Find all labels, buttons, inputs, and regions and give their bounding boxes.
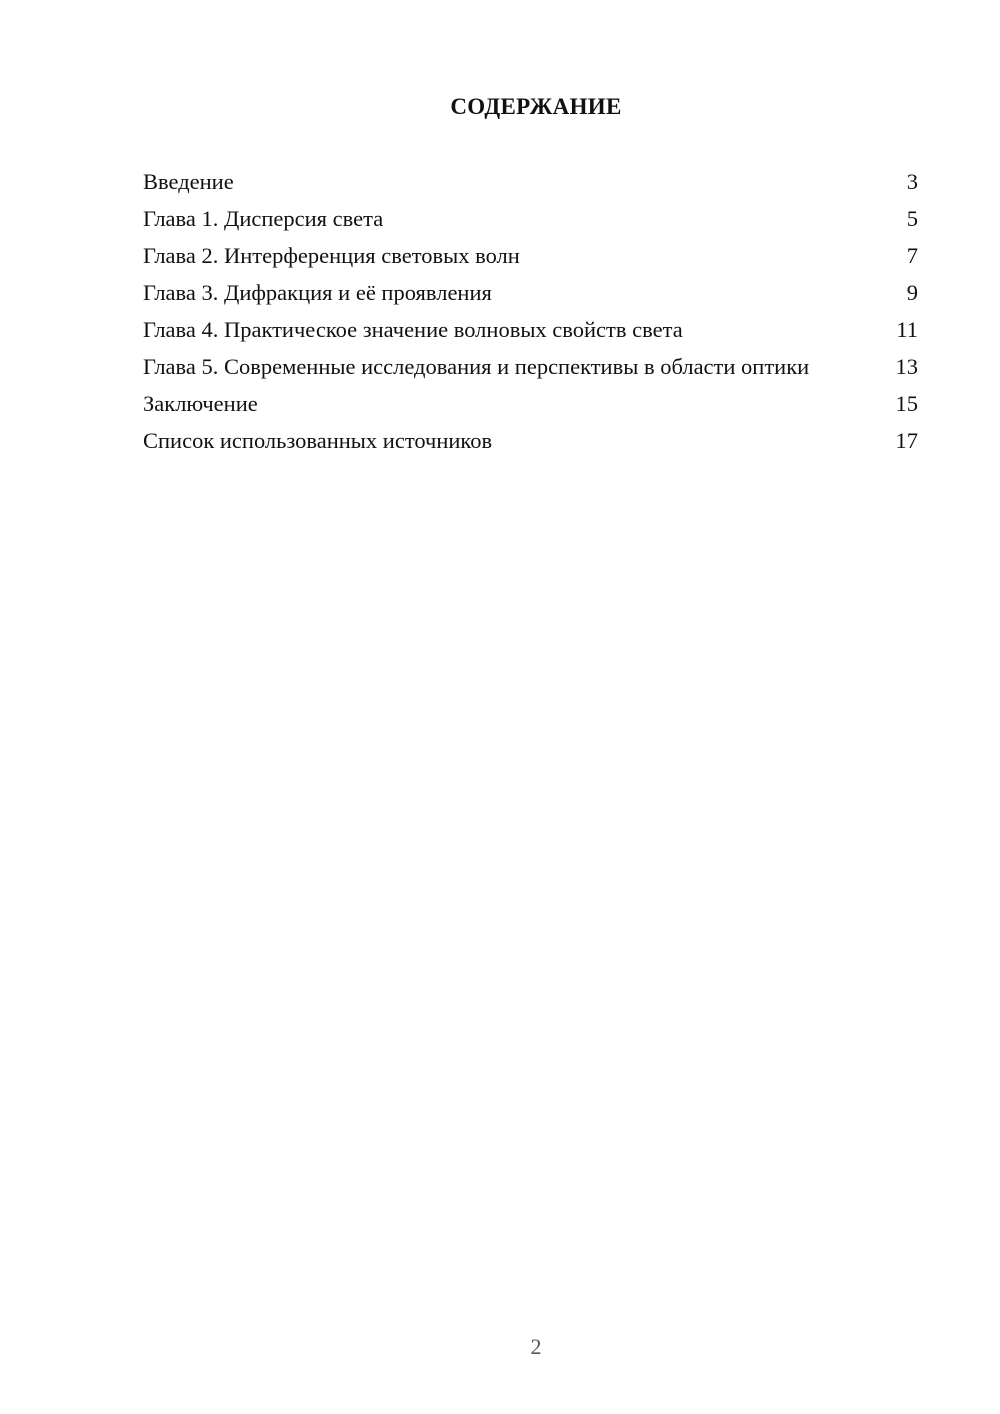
- toc-entry-references[interactable]: [143, 427, 918, 454]
- page-number: 2: [530, 1334, 542, 1359]
- toc-entry-label: Список использованных источников: [143, 428, 493, 453]
- toc-entry-chapter-5[interactable]: [143, 353, 918, 380]
- toc-entry-label: Глава 1. Дисперсия света: [143, 206, 384, 231]
- toc-entry-label: Введение: [143, 169, 234, 194]
- toc-entry-page: 3: [906, 169, 918, 194]
- toc-entry-page: 17: [895, 428, 918, 453]
- toc-entry-label: Заключение: [143, 391, 258, 416]
- toc-title: СОДЕРЖАНИЕ: [450, 94, 622, 119]
- toc-entry-chapter-4[interactable]: [143, 316, 918, 343]
- toc-entry-page: 5: [906, 206, 918, 231]
- toc-entry-page: 13: [895, 354, 918, 379]
- toc-entry-chapter-2[interactable]: [143, 242, 918, 269]
- toc-entry-chapter-1[interactable]: [143, 205, 918, 232]
- toc-entry-label: Глава 5. Современные исследования и перспективы в области оптики: [143, 354, 810, 379]
- toc-entry-page: 11: [896, 317, 918, 342]
- toc-entry-page: 9: [906, 280, 918, 305]
- toc-entry-chapter-3[interactable]: [143, 279, 918, 306]
- toc-entry-page: 7: [906, 243, 918, 268]
- toc-list: [143, 168, 918, 464]
- toc-entry-label: Глава 4. Практическое значение волновых свойств света: [143, 317, 683, 342]
- toc-entry-page: 15: [895, 391, 918, 416]
- toc-entry-introduction[interactable]: [143, 168, 918, 195]
- toc-entry-label: Глава 3. Дифракция и её проявления: [143, 280, 492, 305]
- toc-entry-label: Глава 2. Интерференция световых волн: [143, 243, 520, 268]
- toc-entry-conclusion[interactable]: [143, 390, 918, 417]
